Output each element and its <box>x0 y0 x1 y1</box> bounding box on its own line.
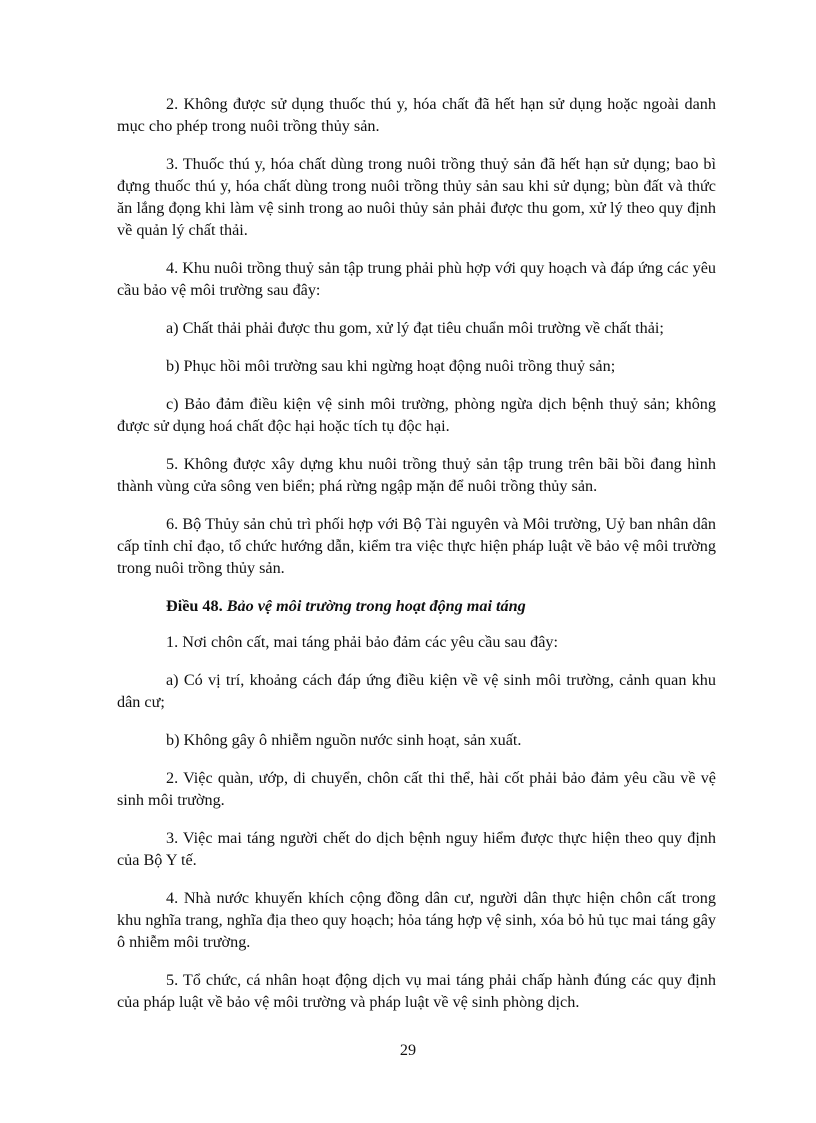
paragraph-2: 2. Không được sử dụng thuốc thú y, hóa chất đã hết hạn sử dụng hoặc ngoài danh mục cho phép trong nuôi trồng thủy sản. <box>117 95 716 135</box>
paragraph-4: 4. Khu nuôi trồng thuỷ sản tập trung phải phù hợp với quy hoạch và đáp ứng các yêu cầu bảo vệ môi trường sau đây: <box>117 259 716 299</box>
article-paragraph-3: 3. Việc mai táng người chết do dịch bệnh nguy hiểm được thực hiện theo quy định của Bộ Y tế. <box>117 829 716 869</box>
page-body <box>117 93 716 1029</box>
article-title: Bảo vệ môi trường trong hoạt động mai táng <box>226 597 526 615</box>
article-paragraph-5: 5. Tổ chức, cá nhân hoạt động dịch vụ mai táng phải chấp hành đúng các quy định của pháp luật về bảo vệ môi trường và pháp luật về vệ sinh phòng dịch. <box>117 971 716 1011</box>
paragraph-6: 6. Bộ Thủy sản chủ trì phối hợp với Bộ Tài nguyên và Môi trường, Uỷ ban nhân dân cấp tỉnh chỉ đạo, tổ chức hướng dẫn, kiểm tra việc thực hiện pháp luật về bảo vệ môi trường trong nuôi trồng thủy sản. <box>117 515 716 577</box>
paragraph-3: 3. Thuốc thú y, hóa chất dùng trong nuôi trồng thuỷ sản đã hết hạn sử dụng; bao bì đựng thuốc thú y, hóa chất dùng trong nuôi trồng thủy sản sau khi sử dụng; bùn đất và thức ăn lắng đọng khi làm vệ sinh trong ao nuôi thủy sản phải được thu gom, xử lý theo quy định về quản lý chất thải. <box>117 155 716 239</box>
article-paragraph-1b: b) Không gây ô nhiễm nguồn nước sinh hoạt, sản xuất. <box>166 731 522 749</box>
paragraph-5: 5. Không được xây dựng khu nuôi trồng thuỷ sản tập trung trên bãi bồi đang hình thành vùng cửa sông ven biển; phá rừng ngập mặn để nuôi trồng thủy sản. <box>117 455 716 495</box>
paragraph-4c: c) Bảo đảm điều kiện vệ sinh môi trường, phòng ngừa dịch bệnh thuỷ sản; không được sử dụng hoá chất độc hại hoặc tích tụ độc hại. <box>117 395 716 435</box>
page-number: 29 <box>399 1041 417 1059</box>
article-paragraph-4: 4. Nhà nước khuyến khích cộng đồng dân cư, người dân thực hiện chôn cất trong khu nghĩa trang, nghĩa địa theo quy hoạch; hỏa táng hợp vệ sinh, xóa bỏ hủ tục mai táng gây ô nhiễm môi trường. <box>117 889 716 951</box>
paragraph-4b: b) Phục hồi môi trường sau khi ngừng hoạt động nuôi trồng thuỷ sản; <box>166 357 616 375</box>
article-heading <box>117 595 716 617</box>
article-paragraph-1: 1. Nơi chôn cất, mai táng phải bảo đảm các yêu cầu sau đây: <box>166 633 558 651</box>
article-paragraph-2: 2. Việc quàn, ướp, di chuyển, chôn cất thi thể, hài cốt phải bảo đảm yêu cầu về vệ sinh môi trường. <box>117 769 716 809</box>
article-label: Điều 48. <box>166 597 223 615</box>
paragraph-4a: a) Chất thải phải được thu gom, xử lý đạt tiêu chuẩn môi trường về chất thải; <box>166 319 664 337</box>
article-paragraph-1a: a) Có vị trí, khoảng cách đáp ứng điều kiện về vệ sinh môi trường, cảnh quan khu dân cư; <box>117 671 716 711</box>
